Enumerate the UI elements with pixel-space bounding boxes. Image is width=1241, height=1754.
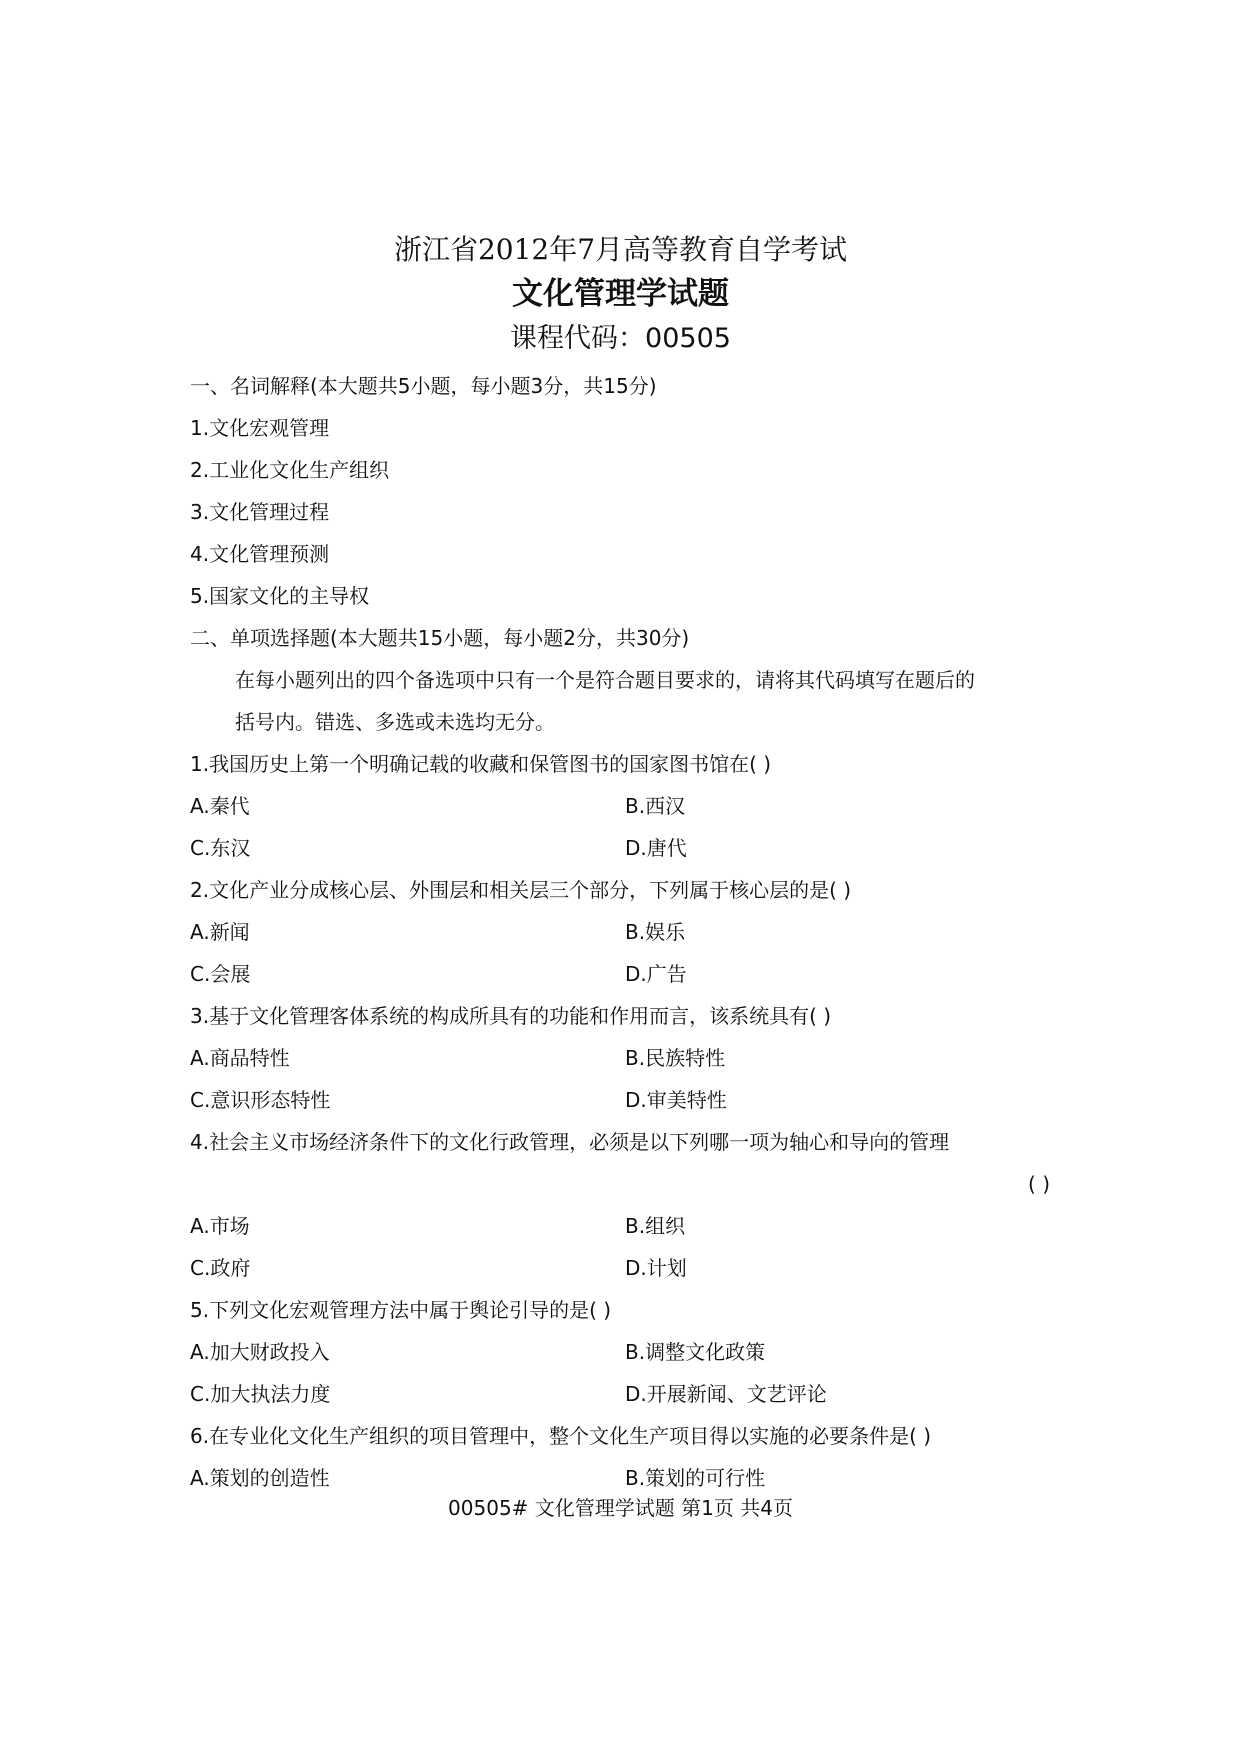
option-c: C.东汉 [190,836,251,860]
options-row [190,1247,1060,1289]
option-c: C.加大执法力度 [190,1382,331,1406]
term-item: 4.文化管理预测 [190,542,330,566]
question-stem-2: 2.文化产业分成核心层、外围层和相关层三个部分，下列属于核心层的是( ) [190,878,852,902]
options-row [190,1373,1060,1415]
option-b: B.民族特性 [625,1046,726,1070]
option-d: D.唐代 [625,836,687,860]
section2-heading: 二、单项选择题(本大题共15小题，每小题2分，共30分) [190,626,690,650]
option-d: D.审美特性 [625,1088,727,1112]
option-c: C.会展 [190,962,251,986]
exam-header [0,230,1241,360]
section1-heading: 一、名词解释(本大题共5小题，每小题3分，共15分) [190,374,657,398]
option-d: D.计划 [625,1256,687,1280]
options-row [190,827,1060,869]
option-d: D.广告 [625,962,687,986]
term-item: 2.工业化文化生产组织 [190,458,390,482]
option-b: B.娱乐 [625,920,686,944]
options-row [190,911,1060,953]
option-b: B.策划的可行性 [625,1466,766,1490]
page-footer: 00505# 文化管理学试题 第1页 共4页 [448,1496,793,1520]
section2-instruction-line2: 括号内。错选、多选或未选均无分。 [235,710,555,734]
option-c: C.政府 [190,1256,251,1280]
option-c: C.意识形态特性 [190,1088,331,1112]
question-stem-1: 1.我国历史上第一个明确记载的收藏和保管图书的国家图书馆在( ) [190,752,772,776]
question-stem-6: 6.在专业化文化生产组织的项目管理中，整个文化生产项目得以实施的必要条件是( ) [190,1424,932,1448]
term-item: 5.国家文化的主导权 [190,584,370,608]
question-stem-4: 4.社会主义市场经济条件下的文化行政管理，必须是以下列哪一项为轴心和导向的管理 [190,1130,950,1154]
options-row [190,953,1060,995]
exam-content [190,365,1060,1499]
options-row [190,1037,1060,1079]
term-item: 1.文化宏观管理 [190,416,330,440]
option-a: A.加大财政投入 [190,1340,330,1364]
options-row [190,1331,1060,1373]
course-code: 课程代码：00505 [510,323,731,354]
option-b: B.调整文化政策 [625,1340,766,1364]
section2-instruction-line1: 在每小题列出的四个备选项中只有一个是符合题目要求的，请将其代码填写在题后的 [235,668,975,692]
option-b: B.西汉 [625,794,686,818]
option-a: A.秦代 [190,794,250,818]
exam-title-line1: 浙江省2012年7月高等教育自学考试 [393,233,848,266]
term-item: 3.文化管理过程 [190,500,330,524]
answer-bracket: ( ) [1028,1172,1050,1196]
options-row [190,785,1060,827]
exam-subject-title: 文化管理学试题 [512,276,729,312]
option-d: D.开展新闻、文艺评论 [625,1382,827,1406]
option-b: B.组织 [625,1214,686,1238]
option-a: A.商品特性 [190,1046,290,1070]
option-a: A.策划的创造性 [190,1466,330,1490]
question-stem-3: 3.基于文化管理客体系统的构成所具有的功能和作用而言，该系统具有( ) [190,1004,832,1028]
option-a: A.市场 [190,1214,250,1238]
options-row [190,1079,1060,1121]
options-row [190,1205,1060,1247]
option-a: A.新闻 [190,920,250,944]
question-stem-5: 5.下列文化宏观管理方法中属于舆论引导的是( ) [190,1298,612,1322]
